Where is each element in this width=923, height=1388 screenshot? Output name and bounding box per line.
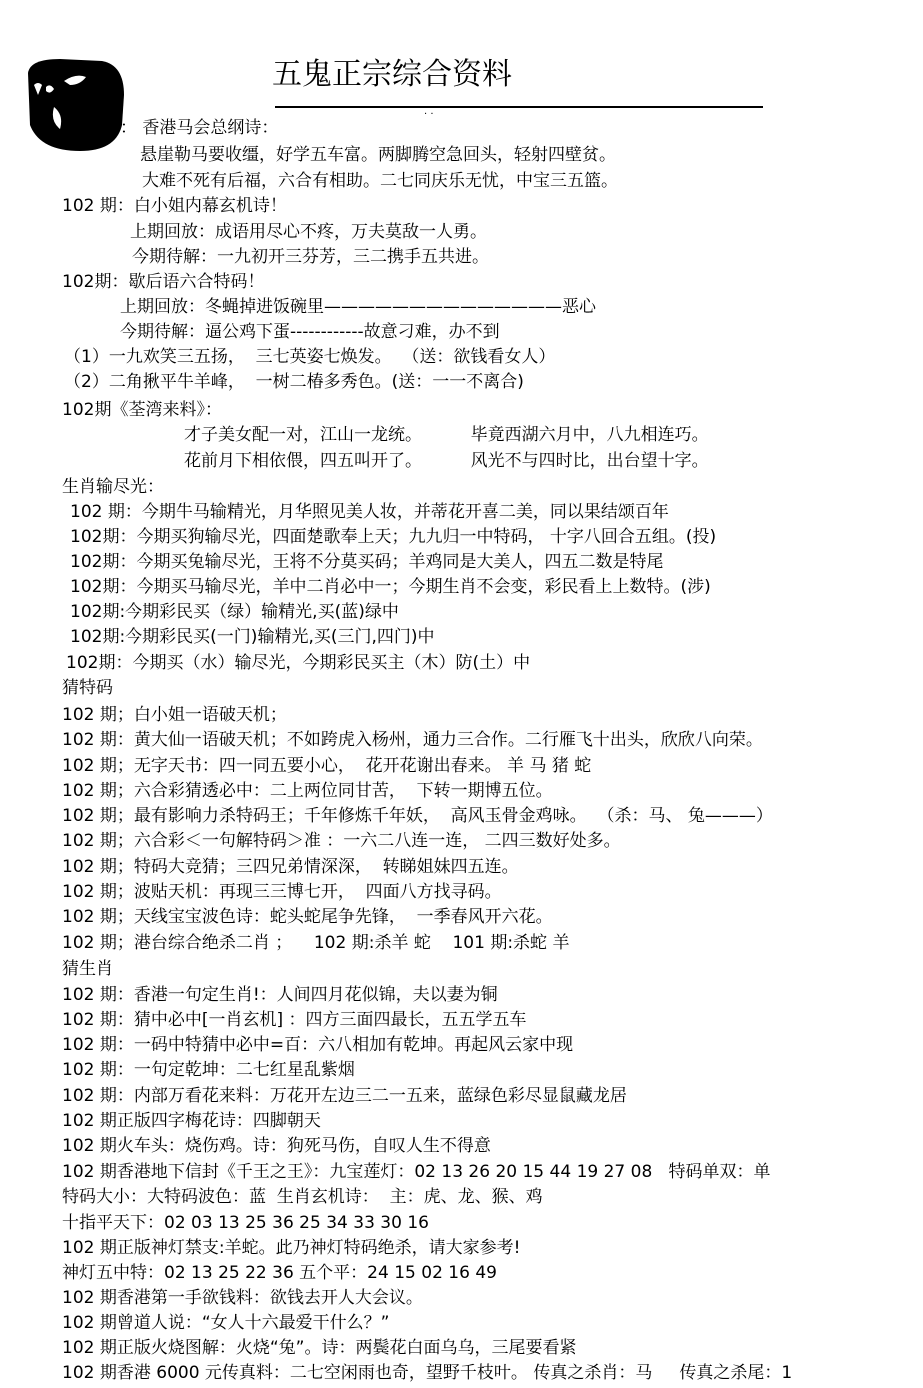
line-30: 102 期；特码大竞猜；三四兄弟情深深， 转睇姐妹四五连。 (62, 857, 519, 877)
line-07: 102期：歇后语六合特码！ (62, 272, 265, 292)
line-08: 上期回放：冬蝇掉进饭碗里——————————————恶心 (120, 297, 596, 317)
line-47: 102 期香港第一手欲钱料：欲钱去开人大会议。 (62, 1288, 423, 1308)
line-41: 102 期火车头：烧伤鸡。诗：狗死马伤，自叹人生不得意 (62, 1136, 491, 1156)
line-01: ： 香港马会总纲诗： (120, 118, 279, 138)
line-40: 102 期正版四字梅花诗：四脚朝天 (62, 1111, 321, 1131)
line-29: 102 期；六合彩＜一句解特码＞准 ：一六二八连一连， 二四三数好处多。 (62, 831, 621, 851)
line-20: 102期:今期彩民买（绿）输精光,买(蓝)绿中 (70, 602, 399, 622)
line-02: 悬崖勒马要收缰，好学五车富。两脚腾空急回头，轻射四壁贫。 (140, 145, 616, 165)
line-03: 大难不死有后福，六合有相助。二七同庆乐无忧，中宝三五篮。 (142, 171, 618, 191)
line-23: 猜特码 (62, 678, 113, 698)
line-36: 102 期：猜中必中[一肖玄机] ：四方三面四最长，五五学五车 (62, 1010, 527, 1030)
line-32: 102 期；天线宝宝波色诗：蛇头蛇尾争先锋， 一季春风开六花。 (62, 907, 553, 927)
line-46: 神灯五中特：02 13 25 22 36 五个平：24 15 02 16 49 (62, 1263, 497, 1283)
page-title: 五鬼正宗综合资料 (272, 57, 512, 92)
line-06: 今期待解：一九初开三芬芳，三二携手五共进。 (132, 247, 489, 267)
line-38: 102 期：一句定乾坤：二七红星乱紫烟 (62, 1060, 355, 1080)
line-17: 102期：今期买狗输尽光，四面楚歌奉上天；九九归一中特码， 十字八回合五组。(投) (70, 527, 717, 547)
line-22: 102期：今期买（水）输尽光，今期彩民买主（木）防(土）中 (66, 653, 531, 673)
line-09: 今期待解：逼公鸡下蛋------------故意刁难，办不到 (120, 322, 500, 342)
line-44: 十指平天下：02 03 13 25 36 25 34 33 30 16 (62, 1213, 429, 1233)
line-18: 102期：今期买兔输尽光，王将不分莫买码；羊鸡同是大美人，四五二数是特尾 (70, 552, 664, 572)
title-dots: · · (424, 109, 434, 120)
line-11: （2）二角揪平牛羊峰， 一树二椿多秀色。(送：一一不离合) (64, 372, 524, 392)
line-10: （1）一九欢笑三五扬， 三七英姿七焕发。 （送：欲钱看女人） (64, 347, 556, 367)
line-48: 102 期曾道人说：“女人十六最爱干什么？” (62, 1313, 390, 1333)
line-34: 猜生肖 (62, 959, 113, 979)
line-39: 102 期：内部万看花来料：万花开左边三二一五来，蓝绿色彩尽显鼠藏龙居 (62, 1086, 627, 1106)
title-underline (275, 106, 763, 108)
line-25: 102 期：黄大仙一语破天机；不如跨虎入杨州，通力三合作。二行雁飞十出头，欣欣八向荣。 (62, 730, 763, 750)
line-12: 102期《荃湾来料》： (62, 400, 222, 420)
line-13: 才子美女配一对，江山一龙统。 毕竟西湖六月中，八九相连巧。 (184, 425, 709, 445)
line-16: 102 期：今期牛马输精光，月华照见美人妆，并蒂花开喜二美，同以果结颂百年 (70, 502, 669, 522)
line-35: 102 期：香港一句定生肖!：人间四月花似锦，夫以妻为铜 (62, 985, 498, 1005)
line-24: 102 期；白小姐一语破天机； (62, 705, 287, 725)
line-21: 102期:今期彩民买(一门)输精光,买(三门,四门)中 (70, 627, 435, 647)
line-27: 102 期；六合彩猜透必中：二上两位同甘苦， 下转一期博五位。 (62, 781, 553, 801)
line-05: 上期回放：成语用尽心不疼，万夫莫敌一人勇。 (130, 222, 487, 242)
line-45: 102 期正版神灯禁支:羊蛇。此乃神灯特码绝杀，请大家参考! (62, 1238, 521, 1258)
logo-image (20, 55, 130, 155)
line-28: 102 期；最有影响力杀特码王；千年修炼千年妖， 高风玉骨金鸡咏。 （杀：马、 兔———） (62, 806, 773, 826)
line-33: 102 期；港台综合绝杀二肖 ； 102 期:杀羊 蛇 101 期:杀蛇 羊 (62, 933, 570, 953)
line-14: 花前月下相依偎，四五叫开了。 风光不与四时比，出台望十字。 (184, 451, 709, 471)
line-49: 102 期正版火烧图解：火烧“兔”。诗：两鬓花白面乌乌，三尾要看紧 (62, 1338, 577, 1358)
line-31: 102 期；波贴天机：再现三三博七开， 四面八方找寻码。 (62, 882, 502, 902)
line-26: 102 期；无字天书：四一同五要小心， 花开花谢出春来。 羊 马 猪 蛇 (62, 756, 592, 776)
line-19: 102期：今期买马输尽光，羊中二肖必中一；今期生肖不会变，彩民看上上数特。(涉) (70, 577, 711, 597)
line-37: 102 期：一码中特猜中必中=百：六八相加有乾坤。再起风云家中现 (62, 1035, 574, 1055)
line-43: 特码大小：大特码波色：蓝 生肖玄机诗： 主：虎、龙、猴、鸡 (62, 1187, 543, 1207)
line-04: 102 期：白小姐内幕玄机诗！ (62, 196, 287, 216)
line-42: 102 期香港地下信封《千王之王》：九宝莲灯：02 13 26 20 15 44 19 27 08 特码单双：单 (62, 1162, 771, 1182)
line-50: 102 期香港 6000 元传真料：二七空闲雨也奇，望野千枝叶。 传真之杀肖：马 传真之杀尾：1 (62, 1363, 793, 1383)
line-15: 生肖输尽光： (62, 477, 164, 497)
